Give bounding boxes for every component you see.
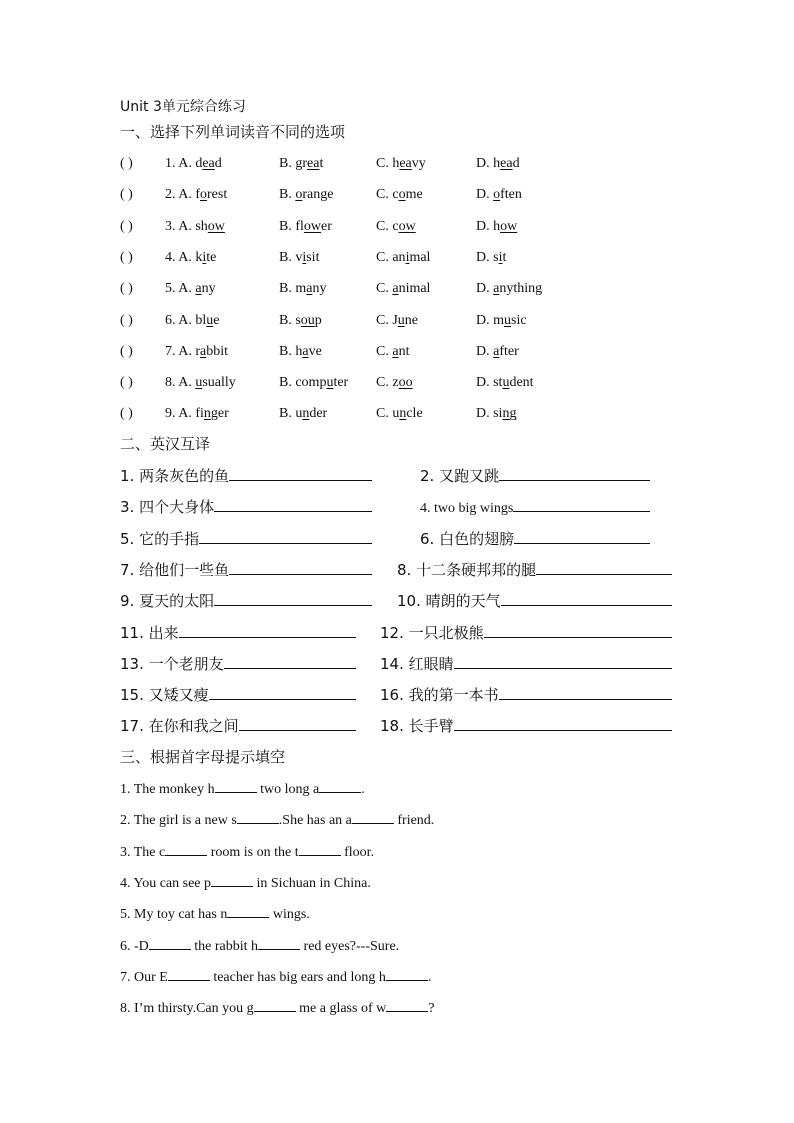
question-number: 4. A. bbox=[165, 249, 196, 265]
word-part: B. h bbox=[279, 343, 303, 359]
underlined-letters: ow bbox=[303, 218, 322, 234]
underlined-letters: u bbox=[326, 375, 334, 391]
prompt-text: 5. 它的手指 bbox=[120, 529, 200, 548]
word-part: bl bbox=[195, 312, 207, 328]
word-part: C. bbox=[376, 281, 393, 297]
answer-blank[interactable] bbox=[258, 936, 300, 950]
word-part: nimal bbox=[398, 281, 431, 297]
underlined-letters: ea bbox=[399, 156, 412, 171]
question-text: . bbox=[427, 969, 432, 985]
option-a bbox=[165, 343, 228, 361]
word-part: rest bbox=[207, 187, 228, 203]
answer-blank[interactable] bbox=[209, 685, 356, 700]
answer-blank[interactable] bbox=[229, 466, 372, 481]
prompt-text: 11. 出来 bbox=[120, 623, 179, 642]
underlined-letters: ow bbox=[207, 218, 225, 234]
word-part: B. gr bbox=[279, 156, 307, 171]
word-part: t bbox=[319, 156, 324, 171]
word-part: sually bbox=[202, 375, 236, 391]
question-text: floor. bbox=[340, 844, 375, 860]
underlined-letters: oo bbox=[398, 375, 413, 391]
word-part: r bbox=[195, 343, 201, 359]
word-part: C. an bbox=[376, 249, 406, 265]
answer-blank[interactable] bbox=[484, 623, 672, 638]
option-d bbox=[476, 280, 542, 298]
prompt-text: 6. 白色的翅膀 bbox=[420, 529, 515, 548]
word-part: bbit bbox=[206, 343, 229, 359]
underlined-letters: ea bbox=[202, 156, 215, 171]
answer-blank[interactable] bbox=[214, 591, 372, 606]
word-part: vy bbox=[411, 156, 426, 171]
answer-blank[interactable] bbox=[299, 842, 341, 856]
word-part: ve bbox=[308, 343, 322, 359]
question-text: room is on the t bbox=[207, 844, 299, 860]
answer-blank[interactable] bbox=[237, 810, 279, 824]
word-part: dent bbox=[509, 375, 534, 391]
prompt-text: 7. 给他们一些鱼 bbox=[120, 560, 230, 579]
word-part: ften bbox=[500, 187, 522, 203]
underlined-letters: ea bbox=[307, 156, 320, 171]
answer-bracket[interactable]: ( ) bbox=[120, 375, 133, 391]
option-a bbox=[165, 186, 227, 204]
word-part: p bbox=[314, 312, 322, 328]
word-part: ger bbox=[210, 406, 229, 422]
translation-item-right bbox=[397, 560, 672, 579]
option-b bbox=[279, 218, 332, 236]
word-part: er bbox=[321, 218, 332, 234]
translation-item-right bbox=[380, 623, 672, 642]
prompt-text: 9. 夏天的太阳 bbox=[120, 592, 215, 611]
word-part: f bbox=[195, 187, 201, 203]
underlined-letters: i bbox=[498, 249, 503, 265]
answer-blank[interactable] bbox=[168, 967, 210, 981]
translation-item-left bbox=[120, 685, 356, 704]
word-part: C. c bbox=[376, 218, 399, 234]
word-part: d bbox=[512, 156, 520, 171]
answer-blank[interactable] bbox=[149, 936, 191, 950]
word-part: C. u bbox=[376, 406, 400, 422]
underlined-letters: n bbox=[399, 406, 407, 422]
word-part: cle bbox=[406, 406, 423, 422]
word-part: C. J bbox=[376, 312, 398, 328]
word-part: fi bbox=[195, 406, 204, 422]
option-b bbox=[279, 374, 348, 392]
question-text: 3. The c bbox=[120, 844, 166, 860]
option-b bbox=[279, 280, 326, 298]
option-a bbox=[165, 155, 222, 173]
translation-item-left bbox=[120, 529, 372, 548]
answer-bracket[interactable]: ( ) bbox=[120, 281, 133, 297]
translation-item-left bbox=[120, 654, 356, 673]
word-part: der bbox=[309, 406, 328, 422]
underlined-letters: i bbox=[405, 249, 410, 265]
question-text: two long a bbox=[256, 782, 320, 797]
fill-in-question bbox=[120, 904, 310, 924]
question-text: ? bbox=[428, 1001, 435, 1017]
underlined-letters: o bbox=[398, 187, 406, 203]
word-part: C. c bbox=[376, 187, 399, 203]
underlined-letters: a bbox=[493, 281, 500, 297]
underlined-letters: u bbox=[504, 312, 511, 328]
word-part: C. z bbox=[376, 375, 399, 391]
translation-item-left bbox=[120, 716, 356, 735]
underlined-letters: o bbox=[493, 187, 501, 203]
option-a bbox=[165, 405, 229, 423]
question-text: . bbox=[361, 782, 365, 797]
word-part: D. h bbox=[476, 218, 501, 234]
question-text: red eyes?---Sure. bbox=[300, 938, 400, 954]
question-text: 1. The monkey h bbox=[120, 782, 215, 797]
answer-blank[interactable] bbox=[454, 654, 672, 669]
option-a bbox=[165, 249, 216, 267]
prompt-text: 15. 又矮又瘦 bbox=[120, 686, 209, 705]
word-part: sic bbox=[511, 312, 527, 328]
underlined-letters: a bbox=[392, 343, 399, 359]
answer-blank[interactable] bbox=[165, 842, 207, 856]
answer-blank[interactable] bbox=[513, 497, 650, 512]
prompt-text: 13. 一个老朋友 bbox=[120, 654, 224, 673]
prompt-text: 10. 晴朗的天气 bbox=[397, 592, 501, 611]
translation-item-left bbox=[120, 560, 372, 579]
underlined-letters: i bbox=[302, 249, 307, 265]
question-text: 6. -D bbox=[120, 938, 149, 954]
word-part: fter bbox=[499, 343, 519, 359]
question-number: 3. A. bbox=[165, 218, 196, 234]
question-text: me a glass of w bbox=[295, 1001, 387, 1017]
word-part: D. s bbox=[476, 249, 499, 265]
underlined-letters: a bbox=[493, 343, 500, 359]
option-a bbox=[165, 374, 236, 392]
prompt-text: 1. 两条灰色的鱼 bbox=[120, 467, 230, 485]
option-a bbox=[165, 218, 225, 236]
answer-blank[interactable] bbox=[254, 998, 296, 1012]
answer-blank[interactable] bbox=[501, 591, 672, 606]
answer-bracket[interactable]: ( ) bbox=[120, 187, 133, 203]
underlined-letters: i bbox=[202, 249, 207, 265]
underlined-letters: ou bbox=[300, 312, 315, 328]
option-b bbox=[279, 312, 322, 330]
answer-blank[interactable] bbox=[319, 779, 361, 793]
answer-blank[interactable] bbox=[224, 654, 356, 669]
option-b bbox=[279, 405, 327, 423]
word-part: D. bbox=[476, 281, 494, 297]
word-part: mal bbox=[409, 249, 431, 265]
answer-bracket[interactable]: ( ) bbox=[120, 218, 133, 234]
word-part: C. h bbox=[376, 156, 400, 171]
option-c bbox=[376, 405, 423, 423]
word-part: B. fl bbox=[279, 218, 304, 234]
answer-blank[interactable] bbox=[499, 685, 672, 700]
underlined-letters: u bbox=[502, 375, 510, 391]
question-text: friend. bbox=[393, 813, 435, 829]
translation-item-right bbox=[380, 654, 672, 673]
option-a bbox=[165, 280, 216, 298]
answer-bracket[interactable]: ( ) bbox=[120, 312, 133, 328]
option-b bbox=[279, 186, 333, 204]
underlined-letters: a bbox=[306, 281, 313, 297]
translation-item-left bbox=[120, 466, 372, 485]
answer-blank[interactable] bbox=[215, 779, 257, 793]
option-d bbox=[476, 186, 522, 204]
word-part: B. comp bbox=[279, 375, 327, 391]
answer-bracket[interactable]: ( ) bbox=[120, 156, 133, 171]
word-part: e bbox=[213, 312, 220, 328]
translation-item-right bbox=[420, 529, 650, 548]
option-d bbox=[476, 312, 527, 330]
word-part: B. s bbox=[279, 312, 301, 328]
word-part: D. si bbox=[476, 406, 503, 422]
word-part: me bbox=[405, 187, 423, 203]
word-part: te bbox=[206, 249, 217, 265]
option-c bbox=[376, 343, 409, 361]
fill-in-question bbox=[120, 967, 431, 987]
option-c bbox=[376, 218, 416, 236]
translation-item-left bbox=[120, 591, 372, 610]
answer-blank[interactable] bbox=[454, 716, 672, 731]
answer-blank[interactable] bbox=[227, 904, 269, 918]
section-2-heading: 二、英汉互译 bbox=[120, 435, 211, 453]
underlined-letters: ow bbox=[500, 218, 518, 234]
answer-blank[interactable] bbox=[211, 873, 253, 887]
answer-blank[interactable] bbox=[386, 998, 428, 1012]
option-b bbox=[279, 249, 319, 267]
translation-item-right bbox=[420, 497, 650, 518]
prompt-text: 8. 十二条硬邦邦的腿 bbox=[397, 560, 537, 579]
section-1-heading: 一、选择下列单词读音不同的选项 bbox=[120, 123, 346, 141]
question-text: in Sichuan in China. bbox=[253, 875, 371, 891]
word-part: ne bbox=[404, 312, 419, 328]
prompt-text: 12. 一只北极熊 bbox=[380, 623, 484, 642]
fill-in-question bbox=[120, 936, 399, 956]
section-3-heading: 三、根据首字母提示填空 bbox=[120, 748, 286, 766]
word-part: nything bbox=[499, 281, 543, 297]
prompt-text: 16. 我的第一本书 bbox=[380, 686, 499, 705]
option-d bbox=[476, 374, 534, 392]
question-number: 9. A. bbox=[165, 406, 196, 422]
underlined-letters: ng bbox=[502, 406, 517, 422]
question-text: the rabbit h bbox=[190, 938, 259, 954]
prompt-text: 18. 长手臂 bbox=[380, 717, 454, 736]
underlined-letters: n bbox=[203, 406, 211, 422]
word-part: ny bbox=[201, 281, 216, 297]
answer-blank[interactable] bbox=[514, 529, 650, 544]
word-part: D. bbox=[476, 187, 494, 203]
answer-bracket[interactable]: ( ) bbox=[120, 249, 133, 265]
underlined-letters: ea bbox=[500, 156, 513, 171]
option-c bbox=[376, 249, 430, 267]
question-number: 8. A. bbox=[165, 375, 196, 391]
question-number: 2. A. bbox=[165, 187, 196, 203]
answer-blank[interactable] bbox=[536, 560, 672, 575]
translation-item-right bbox=[380, 716, 672, 735]
fill-in-question bbox=[120, 779, 365, 799]
word-part: B. m bbox=[279, 281, 307, 297]
word-part: D. h bbox=[476, 156, 501, 171]
page-title: Unit 3单元综合练习 bbox=[120, 99, 246, 115]
option-a bbox=[165, 312, 219, 330]
option-d bbox=[476, 249, 506, 267]
underlined-letters: ow bbox=[398, 218, 416, 234]
option-d bbox=[476, 218, 517, 236]
question-number: 7. A. bbox=[165, 343, 196, 359]
word-part: nt bbox=[398, 343, 410, 359]
answer-blank[interactable] bbox=[179, 623, 356, 638]
question-number: 6. A. bbox=[165, 312, 196, 328]
underlined-letters: n bbox=[302, 406, 310, 422]
question-number: 1. A. bbox=[165, 156, 196, 171]
underlined-letters: a bbox=[302, 343, 309, 359]
word-part: D. m bbox=[476, 312, 504, 328]
option-c bbox=[376, 186, 423, 204]
word-part: d bbox=[195, 156, 203, 171]
translation-item-right bbox=[420, 466, 650, 485]
answer-blank[interactable] bbox=[239, 716, 356, 731]
question-text: teacher has big ears and long h bbox=[209, 969, 386, 985]
answer-blank[interactable] bbox=[499, 466, 650, 481]
option-c bbox=[376, 374, 413, 392]
word-part: B. bbox=[279, 187, 296, 203]
answer-bracket[interactable]: ( ) bbox=[120, 406, 133, 422]
word-part: range bbox=[302, 187, 334, 203]
question-text: wings. bbox=[269, 907, 310, 923]
question-text: 7. Our E bbox=[120, 969, 168, 985]
fill-in-question bbox=[120, 842, 374, 862]
word-part: sit bbox=[306, 249, 320, 265]
word-part: D. bbox=[476, 343, 494, 359]
underlined-letters: a bbox=[200, 343, 207, 359]
translation-item-right bbox=[397, 591, 672, 610]
word-part: t bbox=[502, 249, 507, 265]
word-part: k bbox=[195, 249, 203, 265]
fill-in-question bbox=[120, 873, 371, 893]
underlined-letters: u bbox=[206, 312, 214, 328]
word-part: d bbox=[214, 156, 222, 171]
prompt-text: 17. 在你和我之间 bbox=[120, 717, 239, 736]
word-part: sh bbox=[195, 218, 208, 234]
answer-blank[interactable] bbox=[352, 810, 394, 824]
prompt-text: 3. 四个大身体 bbox=[120, 498, 215, 517]
question-text: 4. You can see p bbox=[120, 875, 211, 891]
option-c bbox=[376, 312, 418, 330]
word-part: B. u bbox=[279, 406, 303, 422]
prompt-text: 2. 又跑又跳 bbox=[420, 467, 500, 485]
answer-blank[interactable] bbox=[199, 529, 372, 544]
translation-item-right bbox=[380, 685, 672, 704]
question-text: .She has an a bbox=[278, 813, 352, 829]
option-d bbox=[476, 155, 520, 173]
question-text: 2. The girl is a new s bbox=[120, 813, 237, 829]
underlined-letters: u bbox=[195, 375, 203, 391]
underlined-letters: a bbox=[392, 281, 399, 297]
prompt-text: 4. two big wings bbox=[420, 501, 514, 517]
question-number: 5. A. bbox=[165, 281, 196, 297]
option-d bbox=[476, 405, 516, 423]
translation-item-left bbox=[120, 623, 356, 642]
translation-item-left bbox=[120, 497, 372, 516]
answer-blank[interactable] bbox=[214, 497, 372, 512]
underlined-letters: a bbox=[195, 281, 202, 297]
option-d bbox=[476, 343, 519, 361]
answer-bracket[interactable]: ( ) bbox=[120, 343, 133, 359]
question-text: 8. I’m thirsty.Can you g bbox=[120, 1001, 254, 1017]
word-part: D. st bbox=[476, 375, 503, 391]
option-c bbox=[376, 155, 426, 173]
word-part: C. bbox=[376, 343, 393, 359]
option-b bbox=[279, 343, 322, 361]
prompt-text: 14. 红眼睛 bbox=[380, 654, 454, 673]
word-part: ny bbox=[312, 281, 327, 297]
fill-in-question bbox=[120, 998, 434, 1018]
word-part: B. v bbox=[279, 249, 303, 265]
answer-blank[interactable] bbox=[229, 560, 372, 575]
answer-blank[interactable] bbox=[386, 967, 428, 981]
underlined-letters: o bbox=[295, 187, 303, 203]
question-text: 5. My toy cat has n bbox=[120, 907, 228, 923]
option-c bbox=[376, 280, 430, 298]
option-b bbox=[279, 155, 323, 173]
underlined-letters: o bbox=[200, 187, 208, 203]
fill-in-question bbox=[120, 810, 434, 830]
underlined-letters: u bbox=[397, 312, 405, 328]
word-part: ter bbox=[333, 375, 349, 391]
